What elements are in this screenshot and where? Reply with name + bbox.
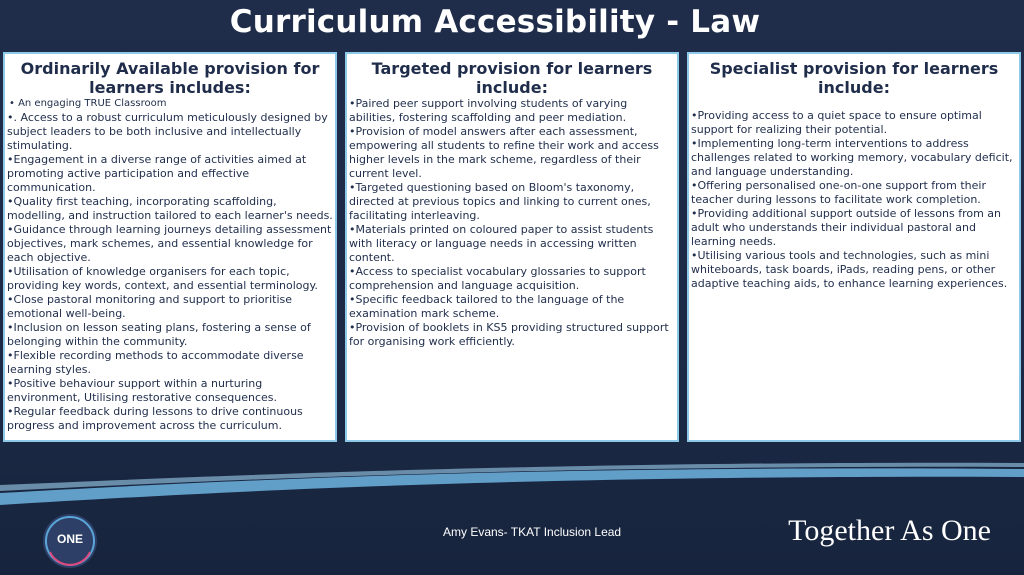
list-item: •Materials printed on coloured paper to assist students with literacy or language needs in accessing written content. — [349, 223, 654, 264]
list-item: •Targeted questioning based on Bloom's taxonomy, directed at previous topics and linking to current ones, facilitating interleaving. — [349, 181, 651, 222]
footer-author: Amy Evans- TKAT Inclusion Lead — [443, 525, 622, 539]
list-item: •Flexible recording methods to accommodate diverse learning styles. — [7, 349, 304, 376]
list-item: •Offering personalised one-on-one support from their teacher during lessons to facilitate work completion. — [691, 179, 986, 206]
list-item: •Quality first teaching, incorporating scaffolding, modelling, and instruction tailored to each learner's needs. — [7, 195, 333, 222]
list-item: •Utilisation of knowledge organisers for each topic, providing key words, context, and essential terminology. — [7, 265, 318, 292]
slide-title: Curriculum Accessibility - Law — [229, 4, 761, 40]
logo-text: ONE — [56, 532, 83, 546]
list-item: •Engagement in a diverse range of activities aimed at promoting active participation and effective communication. — [7, 153, 307, 194]
list-item: •Guidance through learning journeys detailing assessment objectives, mark schemes, and essential knowledge for each objective. — [7, 223, 332, 264]
list-item: •Access to specialist vocabulary glossaries to support comprehension and language acquisition. — [349, 265, 646, 292]
list-item: •Specific feedback tailored to the language of the examination mark scheme. — [349, 293, 625, 320]
column-heading: Ordinarily Available provision for learners includes: — [20, 59, 320, 97]
list-item: •Regular feedback during lessons to drive continuous progress and improvement across the curriculum. — [7, 405, 303, 432]
list-item: •Close pastoral monitoring and support to prioritise emotional well-being. — [7, 293, 293, 320]
list-item: •Positive behaviour support within a nurturing environment, Utilising restorative consequences. — [7, 377, 278, 404]
list-item: •Providing access to a quiet space to ensure optimal support for realizing their potential. — [691, 109, 982, 136]
list-item: •Providing additional support outside of lessons from an adult who understands their individual pastoral and learning needs. — [691, 207, 1002, 248]
list-item: • An engaging TRUE Classroom — [9, 98, 167, 109]
list-item: •Provision of booklets in KS5 providing structured support for organising work efficiently. — [349, 321, 669, 348]
list-item: •. Access to a robust curriculum meticulously designed by subject leaders to be both inclusive and intellectually stimulating. — [7, 111, 328, 152]
column-heading: Targeted provision for learners include: — [371, 59, 653, 97]
list-item: •Implementing long-term interventions to address challenges related to working memory, vocabulary deficit, and language understanding. — [691, 137, 1013, 178]
column-specialist — [687, 52, 1021, 442]
list-item: •Inclusion on lesson seating plans, fostering a sense of belonging within the community. — [7, 321, 311, 348]
column-heading: Specialist provision for learners include: — [709, 59, 999, 97]
list-item: •Provision of model answers after each assessment, empowering all students to refine their work and access higher levels in the mark scheme, regardless of their current level. — [349, 125, 659, 180]
decorative-wave — [0, 455, 1024, 515]
column-ordinarily-available — [3, 52, 337, 442]
column-targeted — [345, 52, 679, 442]
footer-tagline: Together As One — [788, 514, 991, 547]
list-item: •Paired peer support involving students of varying abilities, fostering scaffolding and peer mediation. — [349, 97, 628, 124]
list-item: •Utilising various tools and technologies, such as mini whiteboards, task boards, iPads, reading pens, or other adaptive teaching aids, to enhance learning experiences. — [691, 249, 1008, 290]
